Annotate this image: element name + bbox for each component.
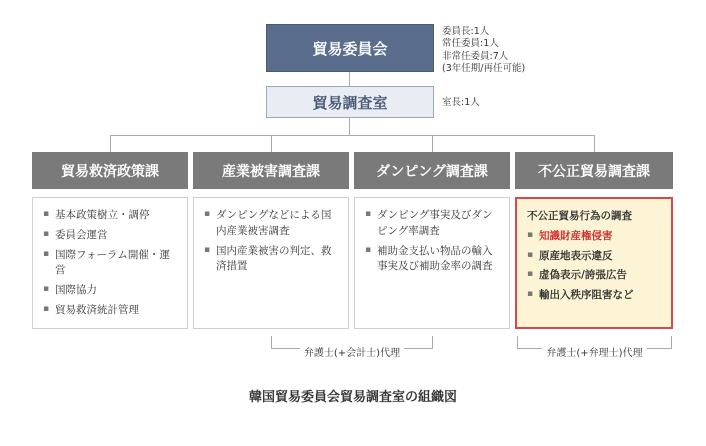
list-item: ▪ ダンピング事実及びダンピング率調査: [365, 208, 501, 240]
office-title: 貿易調査室: [312, 93, 388, 112]
committee-note: 委員長:1人: [442, 26, 490, 37]
connector-drop-2: [271, 135, 272, 152]
dept-panel-3: [354, 197, 510, 329]
list-item: ▪ 国際フォーラム開催・運営: [43, 248, 179, 280]
connector-committee-office: [349, 72, 350, 86]
committee-box: [266, 24, 434, 72]
dept-title: 不公正貿易調査課: [538, 163, 650, 180]
bracket-right-label-wrap: [517, 341, 672, 360]
list-item: ▪ 基本政策樹立・調停: [43, 208, 179, 224]
dept-panel-2: [193, 197, 349, 329]
list-item: ▪ 原産地表示違反: [527, 249, 663, 265]
list-item: ▪ 貿易救済統計管理: [43, 303, 179, 319]
list-item: ▪ 知識財産権侵害: [527, 229, 663, 245]
dept-panel-1: [32, 197, 188, 329]
connector-drop-3: [432, 135, 433, 152]
list-item: ▪ 補助金支払い物品の輸入事実及び補助金率の調査: [365, 244, 501, 276]
list-item: ▪ 輸出入秩序阻害など: [527, 288, 663, 304]
dept-header-4: [515, 152, 673, 189]
list-item: ▪ 国際協力: [43, 283, 179, 299]
panel-heading: 不公正貿易行為の調査: [527, 210, 632, 222]
bracket-left-label: 弁護士(+会計士)代理: [300, 348, 404, 359]
dept-header-3: [354, 152, 510, 189]
committee-notes: [442, 26, 552, 75]
bracket-right-label: 弁護士(+弁理士)代理: [542, 348, 646, 359]
dept-title: 貿易救済政策課: [61, 163, 159, 180]
committee-title: 貿易委員会: [312, 39, 388, 58]
connector-drop-4: [594, 135, 595, 152]
dept-panel-4: [515, 197, 673, 329]
committee-note: (3年任期/再任可能): [442, 63, 526, 75]
dept-header-1: [32, 152, 188, 189]
committee-note: 常任委員:1人: [442, 38, 499, 50]
list-item: ▪ 虚偽表示/誇張広告: [527, 268, 663, 284]
dept-header-2: [193, 152, 349, 189]
connector-horizontal: [110, 135, 594, 136]
list-item: ▪ 委員会運営: [43, 228, 179, 244]
committee-note: 非常任委員:7人: [442, 50, 509, 62]
dept-title: 産業被害調査課: [222, 163, 320, 180]
office-note: 室長:1人: [442, 97, 480, 108]
connector-drop-1: [110, 135, 111, 152]
list-item: ▪ 国内産業被害の判定、救済措置: [204, 244, 340, 276]
bracket-left-label-wrap: [271, 341, 433, 360]
office-box: [266, 86, 434, 118]
connector-office-trunk: [349, 118, 350, 135]
dept-title: ダンピング調査課: [376, 163, 488, 180]
diagram-caption: 韓国貿易委員会貿易調査室の組織図: [248, 390, 457, 405]
list-item: ▪ ダンピングなどによる国内産業被害調査: [204, 208, 340, 240]
